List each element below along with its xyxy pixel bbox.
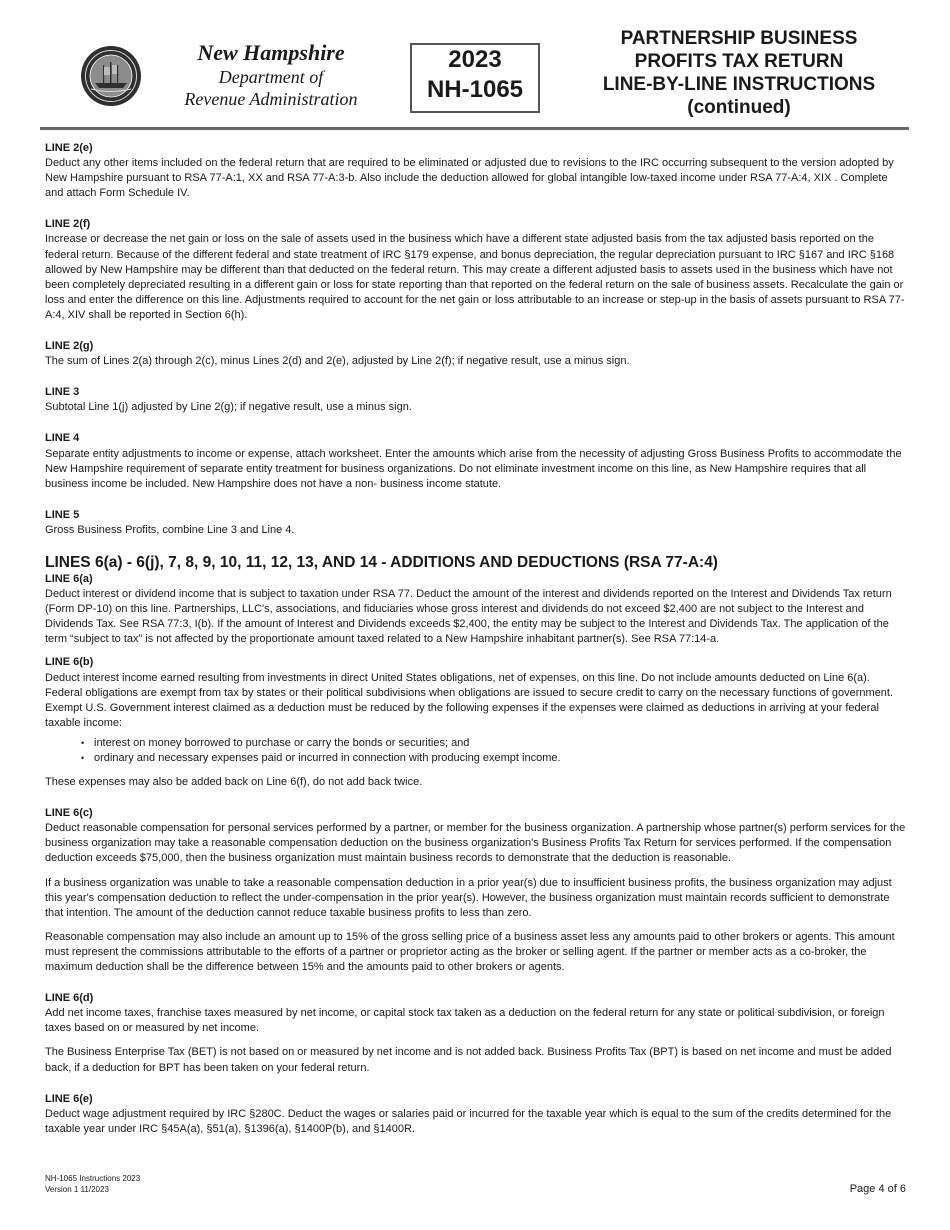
- section-heading: LINES 6(a) - 6(j), 7, 8, 9, 10, 11, 12, 13, AND 14 - ADDITIONS AND DEDUCTIONS (RSA 77-A:4): [45, 553, 718, 571]
- line-label: LINE 4: [45, 432, 80, 445]
- page-number: Page 4 of 6: [849, 1183, 906, 1195]
- department-line-1: Department of: [218, 67, 324, 87]
- state-seal-icon: [80, 45, 142, 107]
- list-item: • ordinary and necessary expenses paid or incurred in connection with producing exempt income.: [94, 751, 908, 766]
- line-paragraph: Reasonable compensation may also include an amount up to 15% of the gross selling price of a business asset less any amounts paid to other brokers or agents. This amount must represent the commissions attributable to the efforts of a partner or proprietor acting as the broker or selling agent. If the partner or member acts as a co-broker, the maximum deduction shall be the difference between 15% and the amounts paid to other brokers or agents.: [45, 930, 895, 974]
- line-label: LINE 2(f): [45, 218, 91, 231]
- line-text: Deduct any other items included on the federal return that are required to be eliminated or adjusted due to revisions to the IRC occurring subsequent to the version adopted by New Hampshire pursuant to RSA 77-A:1, XX and RSA 77-A:3-b. Also include the deduction allowed for global intangible low-taxed income under RSA 77-A:4, XIX . Complete and attach Form Schedule IV.: [45, 157, 894, 200]
- line-2f-section: [45, 217, 908, 323]
- line-label: LINE 3: [45, 386, 80, 399]
- form-id-box: [410, 43, 540, 113]
- line-4-section: [45, 431, 908, 491]
- instructions-body: [45, 141, 908, 1153]
- line-paragraph: The Business Enterprise Tax (BET) is not based on or measured by net income and is not added back. Business Profits Tax (BPT) is based on net income and must be added back, if a deduction for BPT has been taken on your federal return.: [45, 1046, 892, 1074]
- line-text: Gross Business Profits, combine Line 3 and Line 4.: [45, 523, 295, 536]
- line-paragraph: If a business organization was unable to take a reasonable compensation deduction in a prior year(s) due to insufficient business profits, the business organization may adjust this year's compensation deduction to reflect the under-compensation in the prior year(s). However, the business organization must maintain records sufficient to demonstrate that intention. The amount of the deduction cannot reduce taxable business profits to less than zero.: [45, 876, 892, 919]
- line-text: Deduct reasonable compensation for personal services performed by a partner, or member for the business organization. A partnership whose partner(s) perform services for the business organization may take a reasonable compensation deduction on the business organization's Business Profits Tax Return for services performed. If the compensation deduction exceeds $75,000, then the business organization must maintain business records to demonstrate that the deduction is reasonable.: [45, 822, 906, 865]
- footer-form-info: [45, 1173, 140, 1195]
- line-label: LINE 6(d): [45, 992, 94, 1005]
- expense-list: [45, 736, 908, 766]
- line-text: The sum of Lines 2(a) through 2(c), minus Lines 2(d) and 2(e), adjusted by Line 2(f); if negative result, use a minus sign.: [45, 355, 630, 368]
- agency-name: [160, 40, 382, 110]
- line-3-section: [45, 385, 908, 415]
- header-divider: [40, 127, 909, 130]
- line-note: These expenses may also be added back on Line 6(f), do not add back twice.: [45, 776, 423, 789]
- line-label: LINE 6(b): [45, 656, 94, 669]
- line-text: Deduct interest income earned resulting from investments in direct United States obligations, net of expenses, on this line. Do not include amounts deducted on Line 6(a). Federal obligations are exempt from tax by states or their political subdivisions when obligations are issued to secure credit to carry on the necessary functions of government. Exempt U.S. Government interest claimed as a deduction must be reduced by the following expenses if the expenses were claimed as deductions in arriving at your federal taxable income:: [45, 671, 894, 729]
- footer-version: Version 1 11/2023: [45, 1185, 109, 1194]
- line-6a-section: [45, 572, 908, 647]
- line-5-section: [45, 508, 908, 538]
- line-2g-section: [45, 339, 908, 369]
- department-line-2: Revenue Administration: [184, 89, 358, 109]
- state-name: New Hampshire: [197, 40, 345, 65]
- line-6e-section: [45, 1092, 908, 1137]
- line-label: LINE 2(e): [45, 142, 93, 154]
- line-label: LINE 6(e): [45, 1092, 93, 1105]
- title-line-4: (continued): [687, 97, 791, 118]
- line-label: LINE 6(a): [45, 572, 93, 585]
- line-text: Separate entity adjustments to income or expense, attach worksheet. Enter the amounts which arise from the necessity of adjusting Gross Business Profits to accommodate the New Hampshire requirement of separate entity treatment for business organizations. Do not eliminate investment income on this line, as New Hampshire requires that all business income be included. New Hampshire does not have a non- business income statute.: [45, 447, 902, 490]
- line-text: Subtotal Line 1(j) adjusted by Line 2(g); if negative result, use a minus sign.: [45, 401, 412, 414]
- title-line-2: PROFITS TAX RETURN: [634, 51, 844, 72]
- line-label: LINE 5: [45, 508, 80, 521]
- footer-form-line: NH-1065 Instructions 2023: [45, 1174, 141, 1183]
- form-number: NH-1065: [426, 76, 524, 103]
- line-6c-section: [45, 806, 908, 975]
- tax-year: 2023: [448, 46, 502, 73]
- line-label: LINE 6(c): [45, 807, 93, 820]
- line-2e-section: [45, 141, 908, 201]
- title-line-1: PARTNERSHIP BUSINESS: [620, 28, 858, 49]
- line-text: Increase or decrease the net gain or loss on the sale of assets used in the business which have a different state adjusted basis from the tax adjusted basis reported on the federal return. Because of the different federal and state treatment of IRC §179 expense, and bonus depreciation, the regular depreciation pursuant to IRC §167 and IRC §168 allowed by New Hampshire may be different than that deducted on the federal return. This may create a different adjusted basis to assets used in the business which have not been completely depreciated resulting in a different gain or loss for state reporting than that reported on the federal return on the sale of business assets. Recalculate the gain or loss and enter the difference on this line. Adjustments required to account for the net gain or loss attributable to an increase or step-up in the basis of assets pursuant to RSA 77-A:4, XIV shall be reported in Section 6(h).: [45, 233, 905, 321]
- line-text: Deduct interest or dividend income that is subject to taxation under RSA 77. Deduct the amount of the interest and dividends reported on the Interest and Dividends Tax return (Form DP-10) on this line. Partnerships, LLC's, associations, and fiduciaries whose gross interest and dividends do not exceed $2,400 are not subject to the Interest and Dividends Tax. See RSA 77:3, I(b). If the amount of Interest and Dividends exceeds $2,400, the entity may be subject to the Interest and Dividends Tax. The application of the term “subject to tax” is not affected by the proportionate amount taxed related to a New Hampshire inhabitant partner(s). See RSA 77:14-a.: [45, 588, 892, 646]
- line-text: Add net income taxes, franchise taxes measured by net income, or capital stock tax taken as a deduction on the federal return for any state or political subdivision, or foreign taxes based on or measured by net income.: [45, 1007, 885, 1035]
- line-label: LINE 2(g): [45, 340, 94, 353]
- page-header: [0, 0, 950, 130]
- line-6d-section: [45, 991, 908, 1075]
- page-title: [578, 27, 900, 119]
- line-text: Deduct wage adjustment required by IRC §280C. Deduct the wages or salaries paid or incurred for the taxable year which is equal to the sum of the credits determined for the taxable year under IRC §45A(a), §51(a), §1396(a), §1400P(b), and §1400R.: [45, 1107, 892, 1135]
- title-line-3: LINE-BY-LINE INSTRUCTIONS: [602, 74, 876, 95]
- line-6b-section: [45, 655, 908, 790]
- list-item: • interest on money borrowed to purchase or carry the bonds or securities; and: [94, 736, 908, 751]
